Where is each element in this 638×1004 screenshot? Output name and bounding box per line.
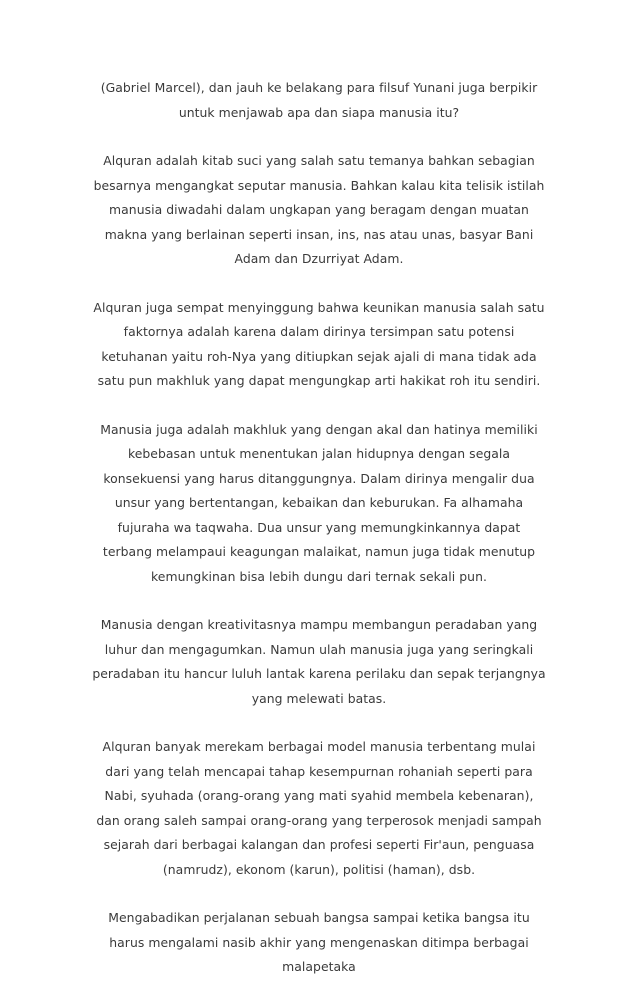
paragraph-5: Manusia dengan kreativitasnya mampu membangun peradaban yang luhur dan mengagumkan. Namun ulah manusia juga yang seringkali peradaban itu hancur luluh lantak karena perilaku dan sepak terjangnya yang melewati batas.	[92, 617, 546, 706]
paragraph-2: Alquran adalah kitab suci yang salah satu temanya bahkan sebagian besarnya mengangkat seputar manusia. Bahkan kalau kita telisik istilah manusia diwadahi dalam ungkapan yang beragam dengan muatan makna yang berlainan seperti insan, ins, nas atau unas, basyar Bani Adam dan Dzurriyat Adam.	[93, 153, 545, 266]
paragraph-7: Mengabadikan perjalanan sebuah bangsa sampai ketika bangsa itu harus mengalami nasib akhir yang mengenaskan ditimpa berbagai malapetaka	[108, 910, 530, 974]
paragraph-6: Alquran banyak merekam berbagai model manusia terbentang mulai dari yang telah mencapai tahap kesempurnan rohaniah seperti para Nabi, syuhada (orang-orang yang mati syahid membela kebenaran), dan orang saleh sampai orang-orang yang terperosok menjadi sampah sejarah dari berbagai kalangan dan profesi seperti Fir'aun, penguasa (namrudz), ekonom (karun), politisi (haman), dsb.	[96, 739, 542, 877]
document-body	[92, 76, 546, 1004]
paragraph-3: Alquran juga sempat menyinggung bahwa keunikan manusia salah satu faktornya adalah karena dalam dirinya tersimpan satu potensi ketuhanan yaitu roh-Nya yang ditiupkan sejak ajali di mana tidak ada satu pun makhluk yang dapat mengungkap arti hakikat roh itu sendiri.	[93, 299, 545, 388]
paragraph-1: (Gabriel Marcel), dan jauh ke belakang para filsuf Yunani juga berpikir untuk menjawab apa dan siapa manusia itu?	[100, 80, 538, 120]
paragraph-4: Manusia juga adalah makhluk yang dengan akal dan hatinya memiliki kebebasan untuk menentukan jalan hidupnya dengan segala konsekuensi yang harus ditanggungnya. Dalam dirinya mengalir dua unsur yang bertentangan, kebaikan dan keburukan. Fa alhamaha fujuraha wa taqwaha. Dua unsur yang memungkinkannya dapat terbang melampaui keagungan malaikat, namun juga tidak menutup kemungkinan bisa lebih dungu dari ternak sekali pun.	[100, 421, 538, 584]
